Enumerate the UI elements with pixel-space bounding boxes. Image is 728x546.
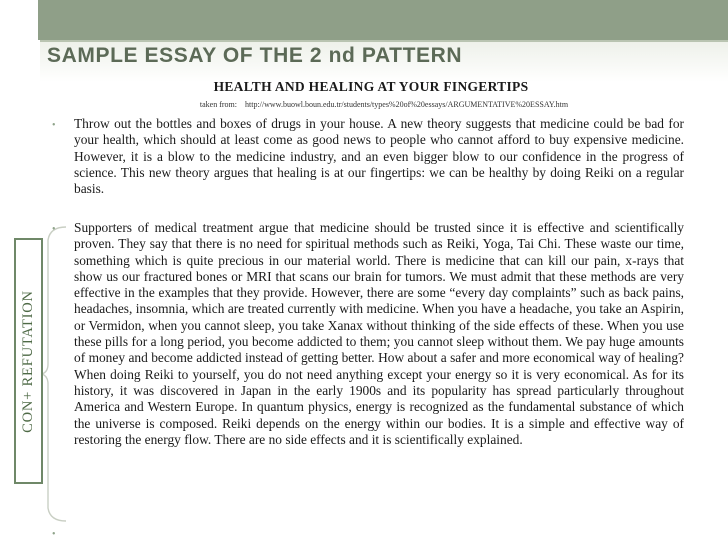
bullet-dot: •: [52, 224, 56, 235]
side-label-text: CON+ REFUTATION: [20, 289, 37, 433]
side-label: [14, 238, 43, 484]
source-label: taken from:: [199, 100, 238, 109]
essay-paragraph-refutation: Supporters of medical treatment argue that medicine should be trusted since it is effective and scientifically proven. They say that there is no need for spiritual methods such as Reiki, Yoga, Tai Chi. These waste our time, something which is quite precious in our material world. There is medicine that can kill our pain, x-rays that show us our fractured bones or MRI that scans our brain for tumors. We must admit that these methods are very effective in the examples that they provide. However, there are some “every day complaints” such as back pains, headaches, insomnia, which are treated currently with medicine. When you have a headache, you take an Aspirin, or Vermidon, when you cannot sleep, you take Xanax without thinking of the side effects of these. When you use these pills for a long period, you become addicted to them; you cannot sleep without them. We pay huge amounts of money and become addicted instead of getting better. How about a safer and more economical way of healing? When doing Reiki to yourself, you do not need anything except your energy so it is very economical. As for its history, it was discovered in Japan in the early 1900s and its popularity has spread particularly throughout America and Western Europe. In quantum physics, energy is recognized as the fundamental substance of which the universe is composed. Reiki depends on the energy within our bodies. It is a simple and effective way of restoring the energy flow. There are no side effects and it is scientifically explained.: [74, 220, 684, 447]
bracket-line: [40, 226, 70, 526]
source-url: http://www.buowl.boun.edu.tr/students/types%20of%20essays/ARGUMENTATIVE%20ESSAY.htm: [245, 100, 569, 109]
header-bar: [38, 0, 728, 40]
bullet-dot: •: [52, 120, 56, 131]
bullet-dot: •: [52, 529, 56, 540]
header-notch: [0, 0, 38, 40]
essay-paragraph-intro: Throw out the bottles and boxes of drugs in your house. A new theory suggests that medicine could be bad for your health, which should at least come as good news to people who cannot afford to buy expensive medicine. However, it is a blow to the medicine industry, and an even bigger blow to our confidence in the progress of science. This new theory argues that healing is at our fingertips: we can be healthy by doing Reiki on a regular basis.: [74, 116, 684, 197]
essay-heading: HEALTH AND HEALING AT YOUR FINGERTIPS: [213, 79, 529, 94]
slide-title: SAMPLE ESSAY OF THE 2 nd PATTERN: [47, 44, 463, 67]
source-note: [0, 100, 728, 109]
